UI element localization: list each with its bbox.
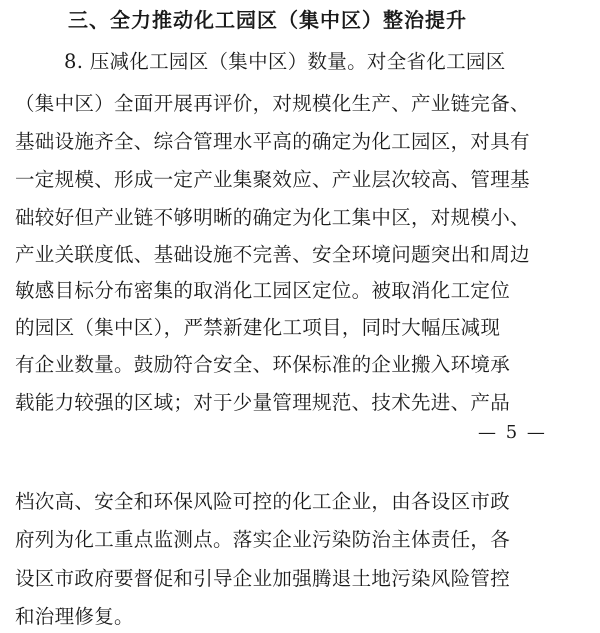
body-text-line: 的园区（集中区），严禁新建化工项目，同时大幅压减现 <box>15 316 501 339</box>
body-text-line: （集中区）全面开展再评价，对规模化生产、产业链完备、 <box>15 92 530 115</box>
page-number: — 5 — <box>478 422 547 443</box>
body-text-line: 一定规模、形成一定产业集聚效应、产业层次较高、管理基 <box>15 168 530 191</box>
body-text-line: 和治理修复。 <box>15 605 134 628</box>
body-text-line: 府列为化工重点监测点。落实企业污染防治主体责任，各 <box>15 528 511 551</box>
body-text-line: 敏感目标分布密集的取消化工园区定位。被取消化工定位 <box>15 279 511 302</box>
body-text-line: 基础设施齐全、综合管理水平高的确定为化工园区，对具有 <box>15 130 530 153</box>
body-text-line: 8. 压减化工园区（集中区）数量。对全省化工园区 <box>64 50 506 73</box>
body-text-line: 设区市政府要督促和引导企业加强腾退土地污染风险管控 <box>15 567 511 590</box>
body-text-line: 载能力较强的区域；对于少量管理规范、技术先进、产品 <box>15 391 511 414</box>
body-text-line: 础较好但产业链不够明晰的确定为化工集中区，对规模小、 <box>15 206 530 229</box>
body-text-line: 有企业数量。鼓励符合安全、环保标准的企业搬入环境承 <box>15 353 511 376</box>
body-text-line: 档次高、安全和环保风险可控的化工企业，由各设区市政 <box>15 490 511 513</box>
body-text-line: 产业关联度低、基础设施不完善、安全环境问题突出和周边 <box>15 243 530 266</box>
section-heading: 三、全力推动化工园区（集中区）整治提升 <box>68 8 467 32</box>
